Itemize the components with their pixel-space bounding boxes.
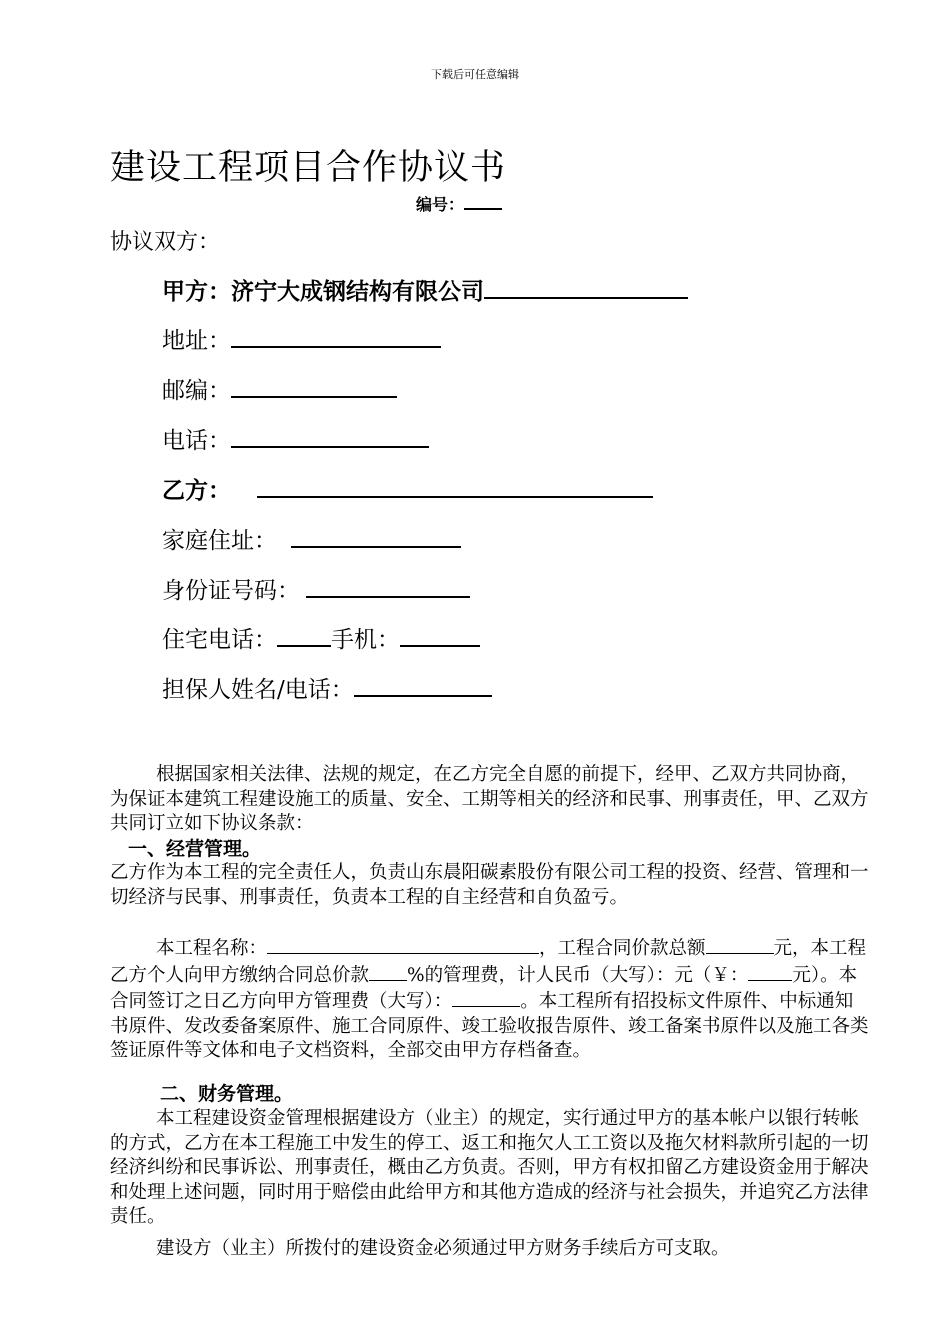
contract-price-blank [706,935,774,954]
id-blank [306,595,470,598]
address-label: 地址： [162,328,231,354]
section2-paragraph-2: 建设方（业主）所拨付的建设资金必须通过甲方财务手续后方可支取。 [156,1238,730,1259]
intro-paragraph: 根据国家相关法律、法规的规定，在乙方完全自愿的前提下，经甲、乙双方共同协商，为保证本建筑工程建设施工的质量、安全、工期等相关的经济和民事、刑事责任，甲、乙双方共同订立如下协议条款： [110,764,869,834]
fee-percent-blank [369,962,407,981]
address-line [162,322,441,355]
section1-paragraph-1: 乙方作为本工程的完全责任人，负责山东晨阳碳素股份有限公司工程的投资、经营、管理和一切经济与民事、刑事责任，负责本工程的自主经营和自负盈亏。 [110,862,869,908]
section1-paragraph-2 [110,935,870,1064]
home-address-blank [291,545,461,548]
fee-amount-text: %的管理费，计人民币（大写）：元（￥： [407,964,749,986]
address-blank [231,345,441,348]
section2-paragraph-1: 本工程建设资金管理根据建设方（业主）的规定，实行通过甲方的基本帐户以银行转帐的方式，乙方在本工程施工中发生的停工、返工和拖欠人工工资以及拖欠材料款所引起的一切经济纠纷和民事诉讼、刑事责任，概由乙方负责。否则，甲方有权扣留乙方建设资金用于解决和处理上述问题，同时用于赔偿由此给甲方和其他方造成的经济与社会损失，并追究乙方法律责任。 [110,1108,869,1227]
home-phone-label: 住宅电话： [162,627,277,653]
party-b-blank [257,495,653,498]
phone-blank [231,445,429,448]
guarantor-line [162,671,492,704]
postcode-line [162,372,397,405]
section1-heading: 一、经营管理。 [128,838,262,860]
contact-phone-line [162,621,480,654]
mobile-blank [400,644,480,647]
phone-line [162,422,429,455]
id-label: 身份证号码： [162,578,300,604]
home-address-label: 家庭住址： [162,528,277,554]
project-name-label: 本工程名称： [156,938,268,959]
contract-price-label: ，工程合同价款总额 [539,938,706,959]
home-address-line [162,522,461,555]
party-a: 甲方：济宁大成钢结构有限公司 [162,279,484,305]
signing-fee-text: 元）。本合同签订之日乙方向甲方管理费（大写）： [110,964,858,1012]
management-fee-text: 元，本工程乙方个人向甲方缴纳合同总价款 [110,938,867,986]
party-b: 乙方： [162,478,231,504]
documents-text: 。本工程所有招投标文件原件、中标通知书原件、发改委备案原件、施工合同原件、竣工验收报告原件、竣工备案书原件以及施工各类签证原件等文体和电子文档资料，全部交由甲方存档备查。 [110,991,869,1061]
home-phone-blank [277,644,331,647]
section2-heading: 二、财务管理。 [160,1083,294,1105]
mobile-label: 手机： [331,627,400,653]
project-name-blank [267,935,539,954]
document-number-label: 编号： [416,195,465,214]
document-title: 建设工程项目合作协议书 [110,148,507,188]
section1-title [128,837,888,863]
party-b-line [162,472,653,505]
page-header: 下载后可任意编辑 [431,68,519,81]
document-number-blank [464,207,502,210]
signing-fee-blank [452,988,520,1007]
document-number [416,192,502,215]
guarantor-blank [354,694,492,697]
postcode-blank [231,395,397,398]
fee-yuan-blank [748,962,792,981]
party-a-line [162,273,688,306]
phone-label: 电话： [162,428,231,454]
section2-title [160,1082,920,1108]
parties-label: 协议双方： [110,230,221,255]
id-line [162,572,470,605]
postcode-label: 邮编： [162,378,231,404]
party-a-blank [484,296,688,299]
guarantor-label: 担保人姓名/电话： [162,677,354,703]
